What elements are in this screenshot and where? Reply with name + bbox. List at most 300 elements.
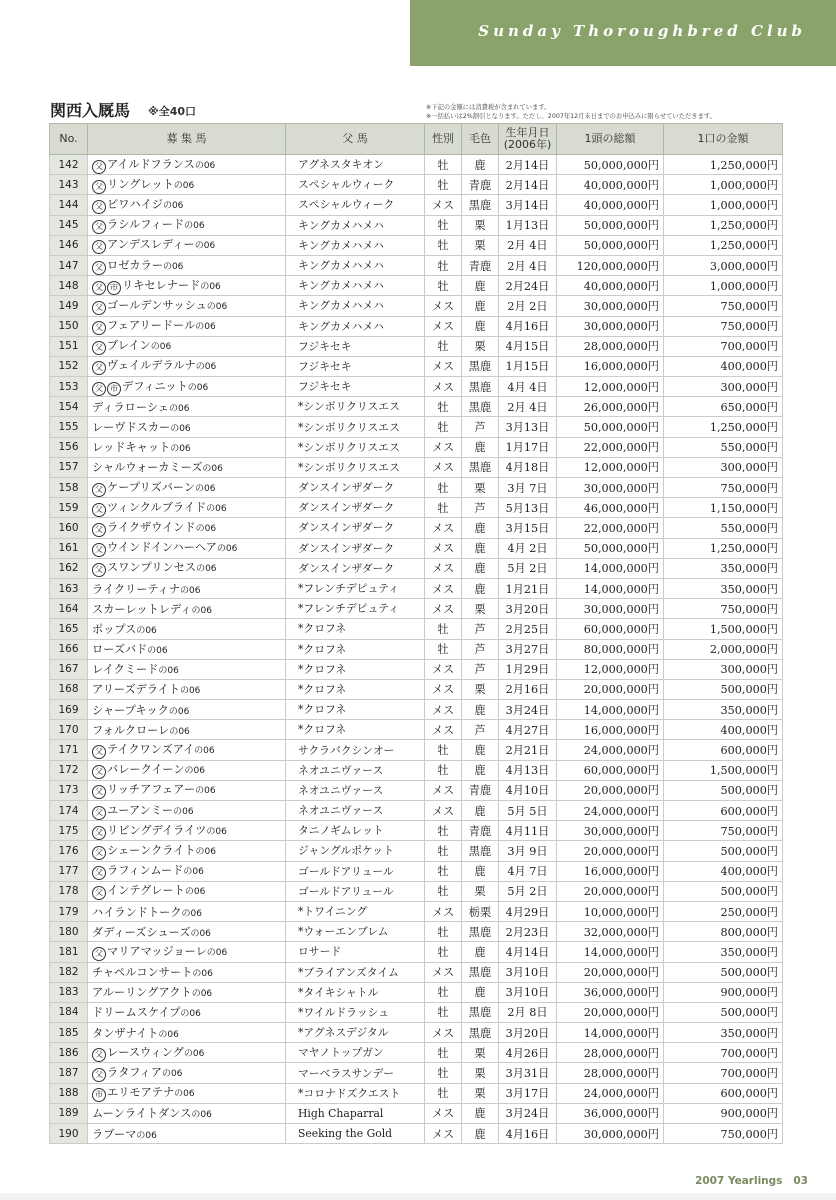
name-suffix: の06 [195,483,216,494]
sex-cell: メス [425,679,462,699]
name-suffix: の06 [195,786,216,797]
sex-cell: 牡 [425,881,462,901]
unit-price-cell: 750,000円 [664,478,783,498]
header-banner [410,0,836,66]
horse-name: ケープリズバーン [107,480,196,494]
total-price-cell: 36,000,000円 [557,1103,664,1123]
name-suffix: の06 [206,947,228,958]
sex-cell: 牡 [425,1063,462,1083]
unit-price-cell: 900,000円 [664,1103,783,1123]
table-row [50,235,783,255]
table-row [50,841,783,861]
birth-date-cell: 3月24日 [499,700,557,720]
sire-mark-icon: 父 [92,543,106,557]
sex-cell: メス [425,457,462,477]
no-cell: 184 [50,1002,88,1022]
table-row [50,861,783,881]
unit-price-cell: 900,000円 [664,982,783,1002]
birth-date-cell: 3月14日 [499,195,557,215]
unit-price-cell: 500,000円 [664,881,783,901]
coat-color-cell: 鹿 [462,700,499,720]
horse-name: レースウィング [107,1045,184,1059]
unit-price-cell: 550,000円 [664,518,783,538]
horse-name: アイルドフランス [107,157,195,171]
total-price-cell: 50,000,000円 [557,155,664,175]
no-cell: 181 [50,942,88,962]
unit-price-cell: 300,000円 [664,659,783,679]
unit-price-cell: 1,000,000円 [664,276,783,296]
coat-color-cell: 栗 [462,336,499,356]
sire-mark-icon: 父 [92,846,106,860]
sex-cell: 牡 [425,982,462,1002]
sire-mark-icon: 父 [92,321,106,335]
unit-price-cell: 400,000円 [664,356,783,376]
birth-date-cell: 3月17日 [499,1083,557,1103]
sire-mark-icon: 父 [92,1048,106,1062]
sire-cell: キングカメハメハ [286,296,425,316]
birth-date-cell: 4月13日 [499,760,557,780]
no-cell: 185 [50,1023,88,1043]
sex-cell: メス [425,801,462,821]
sex-cell: 牡 [425,760,462,780]
name-suffix: の06 [158,1029,179,1040]
sire-cell: *トワイニング [286,901,425,921]
birth-date-cell: 3月27日 [499,639,557,659]
name-suffix: の06 [183,867,204,878]
name-cell [88,901,286,921]
unit-price-cell: 700,000円 [664,1043,783,1063]
table-row [50,780,783,800]
page-number: 03 [793,1175,808,1187]
coat-color-cell: 栗 [462,215,499,235]
table-row [50,518,783,538]
unit-price-cell: 550,000円 [664,437,783,457]
coat-color-cell: 鹿 [462,578,499,598]
birth-date-cell: 2月 4日 [499,397,557,417]
sire-mark-icon: 父 [92,826,106,840]
table-row [50,155,783,175]
sire-cell: ネオユニヴァース [286,760,425,780]
horse-name: スワンプリンセス [107,561,197,575]
table-row [50,801,783,821]
horse-name: ラフィンムード [107,864,184,878]
name-cell [88,356,286,376]
sex-cell: 牡 [425,821,462,841]
coat-color-cell: 鹿 [462,518,499,538]
coat-color-cell: 芦 [462,619,499,639]
horse-name: シャープキック [92,703,169,717]
tax-note: ※下記の金額には消費税が含まれています。 [426,104,551,111]
sex-cell: 牡 [425,478,462,498]
sex-cell: メス [425,377,462,397]
no-cell: 187 [50,1063,88,1083]
unit-price-cell: 250,000円 [664,901,783,921]
name-cell [88,296,286,316]
sex-cell: 牡 [425,1002,462,1022]
unit-price-cell: 500,000円 [664,780,783,800]
birth-date-cell: 2月 4日 [499,235,557,255]
horse-name: アルーリングアクト [92,986,192,1000]
table-row [50,619,783,639]
sire-mark-icon: 父 [92,503,106,517]
total-price-cell: 30,000,000円 [557,316,664,336]
birth-date-cell: 4月16日 [499,1124,557,1144]
total-price-cell: 20,000,000円 [557,841,664,861]
table-row [50,639,783,659]
sire-mark-icon: 父 [92,361,106,375]
sex-cell: メス [425,659,462,679]
name-suffix: の06 [195,362,217,373]
name-cell [88,982,286,1002]
table-row [50,679,783,699]
no-cell: 163 [50,578,88,598]
birth-date-cell: 3月24日 [499,1103,557,1123]
name-suffix: の06 [195,523,217,534]
coat-color-cell: 栃栗 [462,901,499,921]
name-suffix: の06 [147,646,168,657]
market-mark-icon: 市 [92,1088,106,1102]
horse-name: レッドキャット [92,441,171,455]
birth-date-cell: 2月16日 [499,679,557,699]
sex-cell: 牡 [425,336,462,356]
unit-price-cell: 1,250,000円 [664,417,783,437]
sire-cell: ゴールドアリュール [286,861,425,881]
sire-cell: ダンスインザダーク [286,518,425,538]
no-cell: 176 [50,841,88,861]
table-row [50,478,783,498]
name-suffix: の06 [195,846,216,857]
birth-date-cell: 4月16日 [499,316,557,336]
horse-name: アリーズデライト [92,683,180,697]
sire-cell: キングカメハメハ [286,235,425,255]
name-cell [88,417,286,437]
birth-date-cell: 3月 9日 [499,841,557,861]
name-cell [88,881,286,901]
name-suffix: の06 [136,625,157,636]
sex-cell: メス [425,962,462,982]
sire-cell: *ウォーエンブレム [286,922,425,942]
name-suffix: の06 [170,444,191,455]
no-cell: 188 [50,1083,88,1103]
sire-cell: *シンボリクリスエス [286,397,425,417]
coat-color-cell: 芦 [462,417,499,437]
no-cell: 180 [50,922,88,942]
col-sire: 父 馬 [286,124,425,155]
horse-name: ライクリーティナ [92,582,181,596]
no-cell: 144 [50,195,88,215]
name-suffix: の06 [191,1110,212,1121]
horse-name: チャペルコンサート [92,966,193,980]
coat-color-cell: 鹿 [462,155,499,175]
sire-mark-icon: 父 [92,240,106,254]
sex-cell: メス [425,558,462,578]
table-row [50,982,783,1002]
club-name: Sunday Thoroughbred Club [478,22,806,40]
total-price-cell: 40,000,000円 [557,175,664,195]
birth-date-cell: 4月14日 [499,942,557,962]
sire-cell: *シンボリクリスエス [286,437,425,457]
table-row [50,397,783,417]
table-row [50,1083,783,1103]
market-mark-icon: 市 [107,281,121,295]
total-price-cell: 20,000,000円 [557,962,664,982]
sire-cell: タニノギムレット [286,821,425,841]
no-cell: 190 [50,1124,88,1144]
sex-cell: メス [425,599,462,619]
birth-date-cell: 2月14日 [499,155,557,175]
name-cell [88,780,286,800]
no-cell: 189 [50,1103,88,1123]
horse-name: ツィンクルブライド [107,500,207,514]
total-price-cell: 30,000,000円 [557,478,664,498]
name-suffix: の06 [162,200,184,211]
sire-mark-icon: 父 [92,1068,106,1082]
coat-color-cell: 鹿 [462,942,499,962]
name-cell [88,619,286,639]
name-suffix: の06 [150,342,172,353]
table-header [50,124,783,155]
horse-name: ラタフィア [107,1066,162,1080]
horse-name: ラシルフィード [107,218,185,232]
coat-color-cell: 栗 [462,478,499,498]
sex-cell: メス [425,1124,462,1144]
sex-cell: メス [425,578,462,598]
sire-mark-icon: 父 [92,886,106,900]
total-price-cell: 28,000,000円 [557,336,664,356]
table-row [50,901,783,921]
coat-color-cell: 黒鹿 [462,457,499,477]
no-cell: 186 [50,1043,88,1063]
table-row [50,962,783,982]
unit-price-cell: 750,000円 [664,599,783,619]
sire-mark-icon: 父 [92,220,106,234]
table-row [50,417,783,437]
name-cell [88,457,286,477]
name-suffix: の06 [195,322,216,333]
no-cell: 153 [50,377,88,397]
total-price-cell: 40,000,000円 [557,276,664,296]
unit-price-cell: 3,000,000円 [664,255,783,275]
no-cell: 161 [50,538,88,558]
coat-color-cell: 青鹿 [462,175,499,195]
sex-cell: メス [425,700,462,720]
horse-name: ドリームスケイプ [92,1006,181,1020]
total-price-cell: 28,000,000円 [557,1043,664,1063]
name-suffix: の06 [173,180,195,191]
unit-price-cell: 1,000,000円 [664,175,783,195]
no-cell: 167 [50,659,88,679]
birth-date-cell: 4月27日 [499,720,557,740]
total-price-cell: 40,000,000円 [557,195,664,215]
name-cell [88,518,286,538]
birth-date-cell: 4月29日 [499,901,557,921]
name-suffix: の06 [192,969,213,980]
unit-price-cell: 1,250,000円 [664,155,783,175]
coat-color-cell: 黒鹿 [462,922,499,942]
no-cell: 152 [50,356,88,376]
no-cell: 158 [50,478,88,498]
total-price-cell: 20,000,000円 [557,679,664,699]
discount-note: ※一括払いは2%割引となります。ただし、2007年12月末日までのお申込みに限らせていただきます。 [426,113,716,120]
total-price-cell: 20,000,000円 [557,1002,664,1022]
sire-cell: フジキセキ [286,356,425,376]
no-cell: 175 [50,821,88,841]
name-cell [88,538,286,558]
no-cell: 157 [50,457,88,477]
table-row [50,760,783,780]
unit-price-cell: 350,000円 [664,700,783,720]
sex-cell: メス [425,316,462,336]
no-cell: 149 [50,296,88,316]
sire-cell: マーベラスサンデー [286,1063,425,1083]
birth-date-cell: 3月10日 [499,982,557,1002]
name-suffix: の06 [181,908,202,919]
sire-cell: マヤノトップガン [286,1043,425,1063]
birth-date-cell: 4月 7日 [499,861,557,881]
horse-name: レイクミード [92,663,159,677]
total-price-cell: 12,000,000円 [557,659,664,679]
horse-name: シャルウォーカミーズ [92,461,203,475]
horse-name: ダディーズシューズ [92,925,191,939]
unit-price-cell: 600,000円 [664,740,783,760]
horse-name: リビングデイライツ [107,823,207,837]
coat-color-cell: 芦 [462,720,499,740]
birth-date-cell: 3月10日 [499,962,557,982]
horse-name: フォルクローレ [92,723,170,737]
name-cell [88,679,286,699]
total-price-cell: 30,000,000円 [557,821,664,841]
coat-color-cell: 黒鹿 [462,1023,499,1043]
birth-date-cell: 2月25日 [499,619,557,639]
birth-date-cell: 2月 2日 [499,296,557,316]
total-price-cell: 20,000,000円 [557,881,664,901]
coat-color-cell: 栗 [462,679,499,699]
sex-cell: 牡 [425,922,462,942]
coat-color-cell: 栗 [462,235,499,255]
name-cell [88,498,286,518]
total-price-cell: 50,000,000円 [557,417,664,437]
coat-color-cell: 鹿 [462,437,499,457]
sex-cell: メス [425,195,462,215]
unit-price-cell: 1,250,000円 [664,538,783,558]
name-cell [88,215,286,235]
sire-mark-icon: 父 [92,301,106,315]
unit-price-cell: 650,000円 [664,397,783,417]
name-suffix: の06 [191,989,213,1000]
sire-cell: *クロフネ [286,639,425,659]
sire-cell: Seeking the Gold [286,1124,425,1144]
name-cell [88,1103,286,1123]
total-price-cell: 24,000,000円 [557,801,664,821]
coat-color-cell: 鹿 [462,558,499,578]
sex-cell: 牡 [425,397,462,417]
horse-name: ロゼカラー [107,258,163,272]
unit-price-cell: 500,000円 [664,841,783,861]
sire-mark-icon: 父 [92,765,106,779]
sire-cell: *クロフネ [286,720,425,740]
sex-cell: 牡 [425,235,462,255]
name-cell [88,659,286,679]
table-row [50,336,783,356]
table-row [50,538,783,558]
sire-cell: *ワイルドラッシュ [286,1002,425,1022]
unit-price-cell: 2,000,000円 [664,639,783,659]
sire-cell: ジャングルポケット [286,841,425,861]
col-total: 1頭の総額 [557,124,664,155]
sire-cell: スペシャルウィーク [286,175,425,195]
name-suffix: の06 [183,1048,205,1059]
name-cell [88,740,286,760]
col-sex: 性別 [425,124,462,155]
unit-price-cell: 750,000円 [664,316,783,336]
birth-date-cell: 1月13日 [499,215,557,235]
unit-price-cell: 500,000円 [664,962,783,982]
horse-name: ヴェイルデラルナ [107,359,196,373]
sex-cell: 牡 [425,175,462,195]
name-suffix: の06 [174,1089,195,1100]
no-cell: 173 [50,780,88,800]
table-row [50,599,783,619]
horse-name: マリアマッジョーレ [107,944,207,958]
total-price-cell: 26,000,000円 [557,397,664,417]
name-suffix: の06 [202,464,223,475]
sire-cell: *クロフネ [286,659,425,679]
total-price-cell: 30,000,000円 [557,296,664,316]
sire-cell: ネオユニヴァース [286,801,425,821]
total-price-cell: 12,000,000円 [557,377,664,397]
total-price-cell: 14,000,000円 [557,578,664,598]
no-cell: 155 [50,417,88,437]
table-row [50,316,783,336]
sex-cell: 牡 [425,861,462,881]
coat-color-cell: 黒鹿 [462,962,499,982]
col-no: No. [50,124,88,155]
name-cell [88,316,286,336]
sire-cell: *アグネスデジタル [286,1023,425,1043]
table-row [50,377,783,397]
sire-mark-icon: 父 [92,523,106,537]
sire-mark-icon: 父 [92,281,106,295]
no-cell: 160 [50,518,88,538]
total-price-cell: 60,000,000円 [557,760,664,780]
no-cell: 168 [50,679,88,699]
name-cell [88,1002,286,1022]
unit-price-cell: 1,500,000円 [664,760,783,780]
name-cell [88,336,286,356]
col-color: 毛色 [462,124,499,155]
name-cell [88,821,286,841]
name-cell [88,942,286,962]
birth-date-cell: 5月 2日 [499,881,557,901]
sire-cell: ダンスインザダーク [286,558,425,578]
total-price-cell: 46,000,000円 [557,498,664,518]
no-cell: 183 [50,982,88,1002]
sire-cell: ダンスインザダーク [286,478,425,498]
table-row [50,700,783,720]
unit-price-cell: 750,000円 [664,821,783,841]
unit-price-cell: 350,000円 [664,558,783,578]
sire-mark-icon: 父 [92,160,106,174]
sex-cell: 牡 [425,215,462,235]
name-cell [88,599,286,619]
horse-name: リッチアフェアー [107,783,196,797]
total-price-cell: 32,000,000円 [557,922,664,942]
coat-color-cell: 鹿 [462,1124,499,1144]
no-cell: 147 [50,255,88,275]
horse-name: エリモアテナ [107,1086,175,1100]
sire-cell: *クロフネ [286,700,425,720]
birth-date-cell: 3月 7日 [499,478,557,498]
